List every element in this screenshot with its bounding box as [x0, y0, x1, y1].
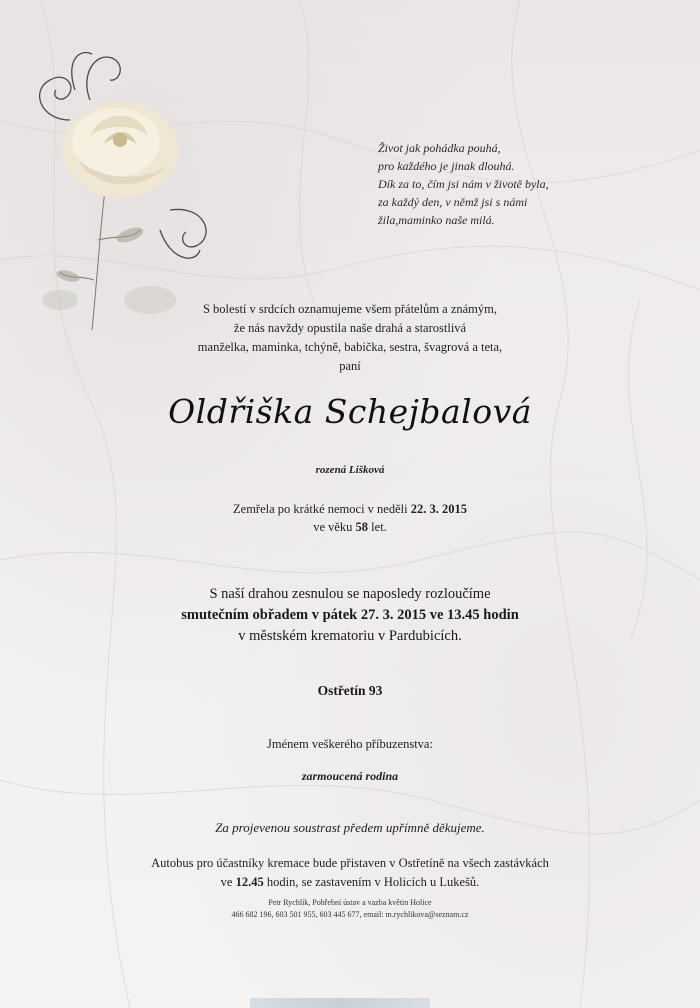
funeral-line-3: v městském krematoriu v Pardubicích. — [238, 628, 462, 644]
bus-time: 12.45 — [235, 875, 264, 889]
age-line — [0, 518, 700, 536]
funeral-line-2 — [0, 605, 700, 626]
bus-info — [0, 854, 700, 892]
announcement-line: manželka, maminka, tchýně, babička, sestra, švagrová a teta, — [197, 340, 503, 354]
death-date-prefix: Zemřela po krátké nemoci v neděli — [233, 502, 411, 516]
death-date: 22. 3. 2015 — [410, 502, 467, 516]
family-signature: zarmoucená rodina — [301, 769, 399, 783]
bus-time-prefix: ve — [220, 875, 236, 889]
family-address: Ostřetín 93 — [317, 683, 383, 698]
funeral-service-footer — [0, 897, 700, 921]
poem — [378, 139, 549, 229]
announcement-line: že nás navždy opustila naše drahá a starostlivá — [233, 321, 467, 335]
death-date-line — [0, 500, 700, 518]
poem-line: žila,maminko naše milá. — [378, 213, 495, 227]
rose-illustration — [20, 40, 220, 340]
footer-company: Petr Rychlík, Pohřební ústav a vazba květin Holice — [268, 898, 432, 907]
footer-contact: 466 682 196, 603 501 955, 603 445 677, email: m.rychlikova@seznam.cz — [231, 910, 469, 919]
poem-line: pro každého je jinak dlouhá. — [378, 159, 515, 173]
thanks-note: Za projevenou soustrast předem upřímně děkujeme. — [215, 820, 485, 835]
age-prefix: ve věku — [313, 520, 356, 534]
age-value: 58 — [355, 520, 369, 534]
funeral-ceremony: smutečním obřadem v pátek 27. 3. 2015 ve 13.45 hodin — [181, 607, 519, 623]
announcement — [0, 300, 700, 376]
poem-line: za každý den, v němž jsi s námi — [378, 195, 528, 209]
age-suffix: let. — [368, 520, 387, 534]
bus-line-2 — [0, 873, 700, 892]
bus-line-1: Autobus pro účastníky kremace bude přistaven v Ostřetíně na všech zastávkách — [151, 856, 549, 870]
poem-line: Život jak pohádka pouhá, — [378, 141, 501, 155]
announcement-line: S bolestí v srdcích oznamujeme všem přátelům a známým, — [202, 302, 498, 316]
scan-artifact — [250, 998, 430, 1008]
announcement-line: paní — [339, 359, 361, 373]
maiden-name: rozená Lišková — [315, 464, 385, 476]
funeral-line-1: S naší drahou zesnulou se naposledy rozloučíme — [209, 586, 491, 602]
poem-line: Dík za to, čím jsi nám v životě byla, — [378, 177, 549, 191]
family-intro: Jménem veškerého příbuzenstva: — [267, 737, 433, 751]
death-info — [0, 500, 700, 536]
funeral-info — [0, 584, 700, 647]
bus-time-suffix: hodin, se zastavením v Holicích u Lukešů. — [263, 875, 480, 889]
deceased-name: Oldřiška Schejbalová — [168, 392, 532, 431]
